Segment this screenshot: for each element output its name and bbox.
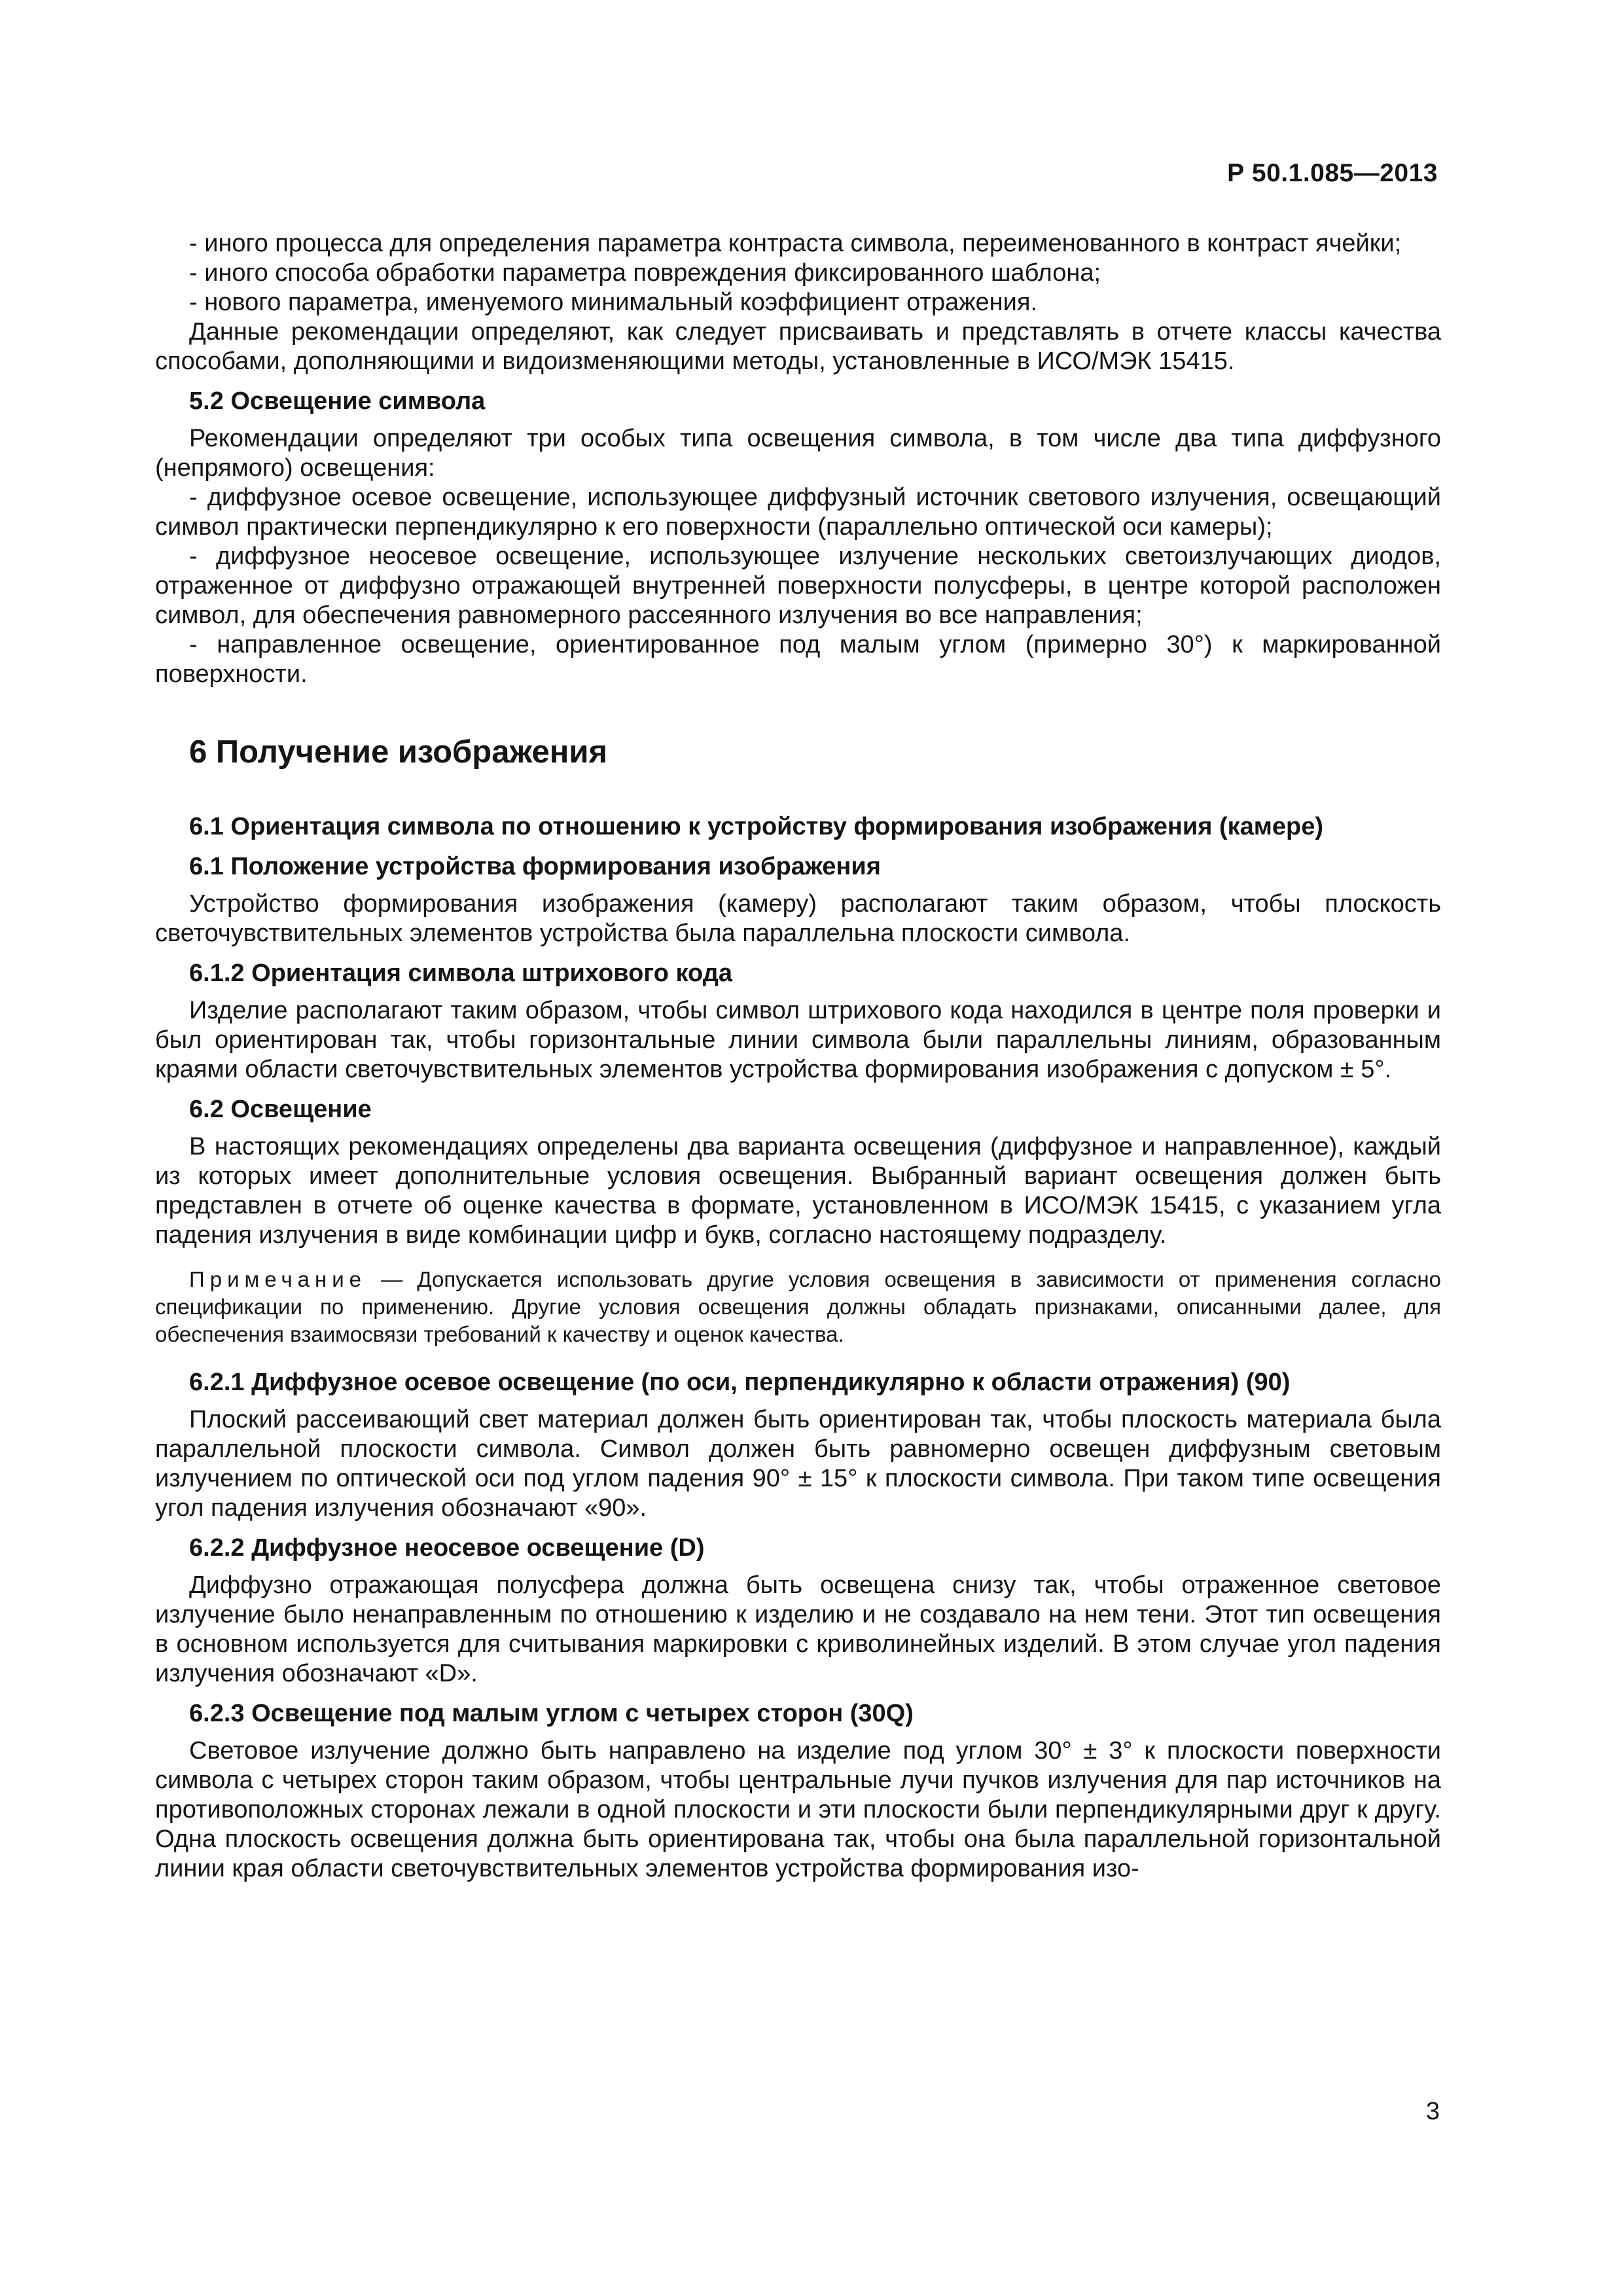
section-heading: 6.2.2 Диффузное неосевое освещение (D) bbox=[189, 1534, 705, 1562]
paragraph: - нового параметра, именуемого минимальный коэффициент отражения. bbox=[189, 289, 1038, 316]
paragraph: Данные рекомендации определяют, как следует присваивать и представлять в отчете классы качества способами, дополняющими и видоизменяющими методы, установленные в ИСО/МЭК 15415. bbox=[155, 318, 1441, 375]
paragraph: - направленное освещение, ориентированное под малым углом (примерно 30°) к маркированной поверхности. bbox=[155, 631, 1441, 688]
section-heading: 6.1 Положение устройства формирования изображения bbox=[189, 853, 881, 880]
section-heading: 6.1 Ориентация символа по отношению к устройству формирования изображения (камере) bbox=[189, 813, 1323, 840]
paragraph: Устройство формирования изображения (камеру) располагают таким образом, чтобы плоскость светочувствительных элементов устройства была параллельна плоскости символа. bbox=[155, 890, 1441, 947]
section-heading: 6.1.2 Ориентация символа штрихового кода bbox=[189, 960, 732, 987]
paragraph: - иного процесса для определения параметра контраста символа, переименованного в контраст ячейки; bbox=[189, 230, 1402, 257]
section-heading: 6.2.1 Диффузное осевое освещение (по оси, перпендикулярно к области отражения) (90) bbox=[189, 1369, 1291, 1396]
paragraph: Плоский рассеивающий свет материал должен быть ориентирован так, чтобы плоскость материала была параллельной плоскости символа. Символ должен быть равномерно освещен диффузным световым излучением по оптической оси под углом падения 90° ± 15° к плоскости символа. При таком типе освещения угол падения излучения обозначают «90». bbox=[155, 1406, 1441, 1522]
note-label: Примечание bbox=[189, 1267, 367, 1291]
section-heading: 6.2.3 Освещение под малым углом с четырех сторон (30Q) bbox=[189, 1700, 914, 1727]
page-number: 3 bbox=[1425, 2098, 1440, 2125]
paragraph: Световое излучение должно быть направлено на изделие под углом 30° ± 3° к плоскости поверхности символа с четырех сторон таким образом, чтобы центральные лучи пучков излучения для пар источников на противоположных сторонах лежали в одной плоскости и эти плоскости были перпендикулярными друг к другу. Одна плоскость освещения должна быть ориентирована так, чтобы она была параллельной горизонтальной линии края области светочувствительных элементов устройства формирования изо- bbox=[155, 1737, 1441, 1882]
note-paragraph bbox=[155, 1266, 1441, 1348]
paragraph: - иного способа обработки параметра повреждения фиксированного шаблона; bbox=[189, 259, 1101, 287]
paragraph: В настоящих рекомендациях определены два варианта освещения (диффузное и направленное), каждый из которых имеет дополнительные условия освещения. Выбранный вариант освещения должен быть представлен в отчете об оценке качества в формате, установленном в ИСО/МЭК 15415, с указанием угла падения излучения в виде комбинации цифр и букв, согласно настоящему подразделу. bbox=[155, 1133, 1441, 1249]
section-heading: 6.2 Освещение bbox=[189, 1096, 372, 1123]
paragraph: Рекомендации определяют три особых типа освещения символа, в том числе два типа диффузного (непрямого) освещения: bbox=[155, 425, 1441, 482]
paragraph: - диффузное неосевое освещение, использующее излучение нескольких светоизлучающих диодов, отраженное от диффузно отражающей внутренней поверхности полусферы, в центре которой расположен символ, для обеспечения равномерного рассеянного излучения во все направления; bbox=[155, 543, 1441, 629]
note-text: — Допускается использовать другие условия освещения в зависимости от применения согласно спецификации по применению. Другие условия освещения должны обладать признаками, описанными далее, для обеспечения взаимосвязи требований к качеству и оценок качества. bbox=[155, 1267, 1441, 1346]
paragraph: - диффузное осевое освещение, использующее диффузный источник светового излучения, освещающий символ практически перпендикулярно к его поверхности (параллельно оптической оси камеры); bbox=[155, 484, 1441, 541]
paragraph: Диффузно отражающая полусфера должна быть освещена снизу так, чтобы отраженное световое излучение было ненаправленным по отношению к изделию и не создавало на нем тени. Этот тип освещения в основном используется для считывания маркировки с криволинейных изделий. В этом случае угол падения излучения обозначают «D». bbox=[155, 1571, 1441, 1687]
section-heading: 5.2 Освещение символа bbox=[189, 387, 486, 415]
paragraph: Изделие располагают таким образом, чтобы символ штрихового кода находился в центре поля проверки и был ориентирован так, чтобы горизонтальные линии символа были параллельны линиям, образованным краями области светочувствительных элементов устройства формирования изображения с допуском ± 5°. bbox=[155, 997, 1441, 1083]
chapter-heading: 6 Получение изображения bbox=[189, 734, 608, 770]
page-content bbox=[155, 229, 1441, 1884]
document-number: Р 50.1.085—2013 bbox=[1227, 159, 1438, 187]
